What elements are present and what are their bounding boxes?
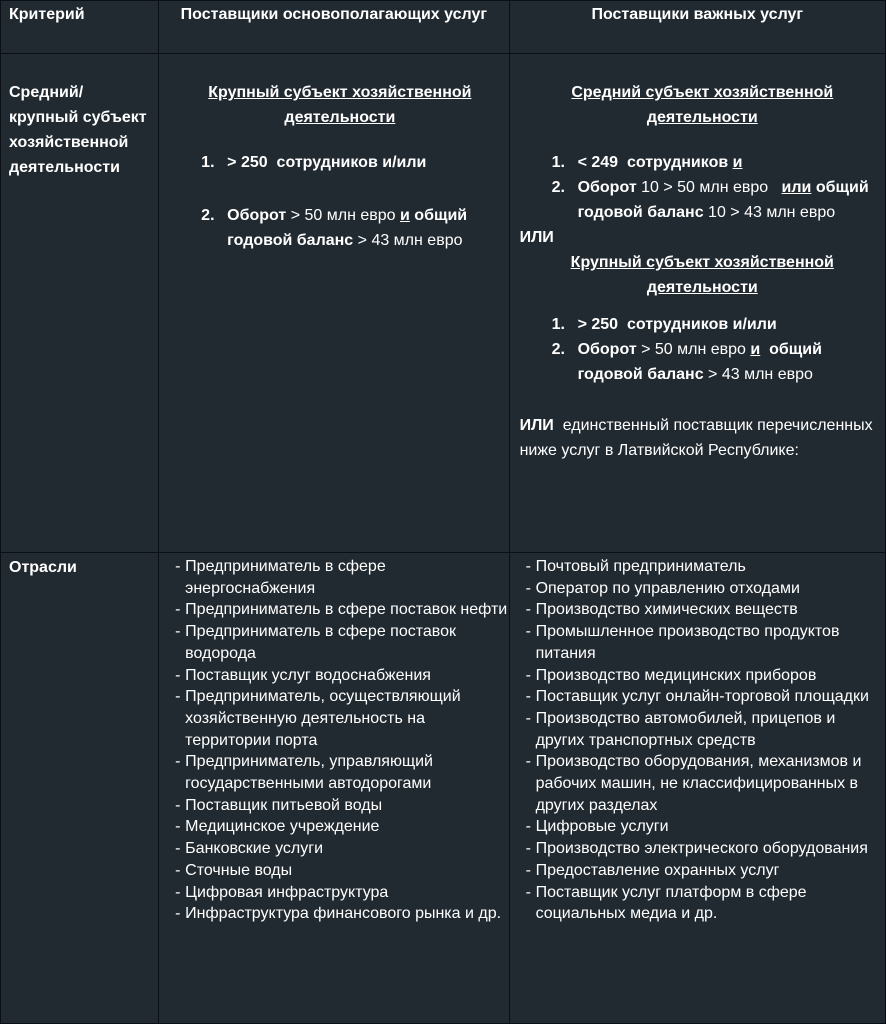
header-essential-services: Поставщики основополагающих услуг bbox=[159, 1, 509, 54]
sector-text: Поставщик услуг онлайн-торговой площадки bbox=[535, 688, 869, 706]
list-dash: - bbox=[175, 688, 181, 706]
sector-text: Предприниматель в сфере поставок нефти bbox=[185, 601, 508, 619]
important-sectors-cell bbox=[509, 553, 885, 1024]
essential-sector-item bbox=[159, 686, 508, 751]
essential-sector-item bbox=[159, 903, 508, 925]
requirement-text: > 250 сотрудников и/или bbox=[577, 316, 777, 333]
important-sector-item bbox=[510, 686, 885, 708]
requirement-number: 1. bbox=[551, 316, 565, 333]
essential-sector-item bbox=[159, 860, 508, 882]
requirement-text: или bbox=[781, 179, 812, 196]
requirement-item bbox=[510, 150, 885, 175]
requirement-number: 1. bbox=[201, 154, 215, 171]
important-sector-item bbox=[510, 838, 885, 860]
list-dash: - bbox=[525, 840, 531, 858]
sector-text: Предприниматель, управляющий государственными автодорогами bbox=[185, 753, 433, 793]
essential-sector-item bbox=[159, 665, 508, 687]
requirement-text: 10 > 50 млн евро bbox=[636, 179, 782, 196]
requirement-text: общий годовой баланс bbox=[577, 179, 874, 221]
list-dash: - bbox=[525, 623, 531, 641]
sector-text: Производство автомобилей, прицепов и других транспортных средств bbox=[535, 709, 836, 749]
important-sector-item bbox=[510, 578, 885, 600]
requirement-text: > 43 млн евро bbox=[703, 366, 813, 383]
requirement-text: Оборот bbox=[577, 179, 637, 196]
requirement-item bbox=[510, 175, 885, 225]
essential-size-block bbox=[159, 54, 508, 130]
sector-text: Поставщик услуг водоснабжения bbox=[185, 666, 431, 684]
list-dash: - bbox=[175, 840, 181, 858]
requirement-text: < 249 сотрудников bbox=[577, 154, 733, 171]
sole-supplier-note bbox=[510, 413, 885, 463]
sector-text: Производство медицинских приборов bbox=[535, 666, 817, 684]
list-dash: - bbox=[525, 666, 531, 684]
essential-sector-item bbox=[159, 599, 508, 621]
list-dash: - bbox=[175, 905, 181, 923]
sector-text: Цифровая инфраструктура bbox=[185, 883, 389, 901]
requirement-item bbox=[510, 337, 885, 387]
important-medium-requirements-list bbox=[510, 150, 885, 225]
sector-text: Поставщик услуг платформ в сфере социальных медиа и др. bbox=[535, 883, 807, 923]
size-row bbox=[1, 54, 886, 553]
requirement-text: и bbox=[750, 341, 761, 358]
essential-sectors-cell bbox=[159, 553, 509, 1024]
sector-text: Предприниматель в сфере поставок водорода bbox=[185, 623, 456, 662]
essential-size-cell bbox=[159, 54, 509, 553]
essential-sector-item bbox=[159, 882, 508, 904]
requirement-text: > 250 сотрудников и/или bbox=[227, 154, 427, 171]
requirement-text: и bbox=[732, 154, 743, 171]
sector-text: Медицинское учреждение bbox=[185, 818, 380, 836]
essential-sector-item bbox=[159, 751, 508, 794]
list-dash: - bbox=[175, 623, 181, 641]
requirement-item bbox=[159, 150, 508, 175]
requirement-item bbox=[159, 203, 508, 253]
requirement-text: 10 > 43 млн евро bbox=[703, 204, 836, 221]
important-sectors-list bbox=[510, 556, 885, 925]
essential-sector-item bbox=[159, 556, 508, 599]
sector-text: Предприниматель в сфере энергоснабжения bbox=[185, 558, 386, 597]
header-row bbox=[1, 1, 886, 54]
sector-text: Предприниматель, осуществляющий хозяйственную деятельность на территории порта bbox=[185, 688, 461, 749]
header-criterion: Критерий bbox=[1, 1, 159, 54]
sector-text: Цифровые услуги bbox=[535, 818, 669, 836]
important-sector-item bbox=[510, 816, 885, 838]
list-dash: - bbox=[525, 753, 531, 771]
or-label: ИЛИ bbox=[519, 229, 554, 246]
requirement-text: общий годовой баланс bbox=[577, 341, 827, 383]
sector-text: Сточные воды bbox=[185, 861, 293, 879]
requirement-text: общий годовой баланс bbox=[227, 207, 472, 249]
sector-text: Инфраструктура финансового рынка и др. bbox=[185, 905, 502, 923]
list-dash: - bbox=[525, 558, 531, 575]
sector-text: Поставщик питьевой воды bbox=[185, 796, 383, 814]
essential-requirements-list bbox=[159, 150, 508, 253]
requirement-number: 2. bbox=[551, 341, 565, 358]
requirement-number: 2. bbox=[551, 179, 565, 196]
sector-text: Производство химических веществ bbox=[535, 601, 798, 619]
essential-sectors-list bbox=[159, 556, 508, 925]
important-sector-item bbox=[510, 708, 885, 751]
list-dash: - bbox=[175, 861, 181, 879]
header-important-services: Поставщики важных услуг bbox=[509, 1, 885, 54]
list-dash: - bbox=[525, 861, 531, 879]
requirement-text bbox=[760, 341, 769, 358]
list-dash: - bbox=[175, 753, 181, 771]
sector-text: Производство электрического оборудования bbox=[535, 840, 868, 858]
important-subject-large-title: Крупный субъект хозяйственной деятельности bbox=[570, 254, 834, 296]
list-dash: - bbox=[175, 601, 181, 619]
requirement-item bbox=[510, 312, 885, 337]
list-dash: - bbox=[175, 558, 181, 575]
requirement-text: > 50 млн евро bbox=[636, 341, 751, 358]
list-dash: - bbox=[175, 796, 181, 814]
list-dash: - bbox=[175, 883, 181, 901]
important-sector-item bbox=[510, 599, 885, 621]
requirement-text: > 50 млн евро bbox=[286, 207, 400, 224]
criterion-size: Средний/ крупный субъект хозяйственной деятельности bbox=[9, 84, 147, 176]
list-dash: - bbox=[525, 709, 531, 727]
list-dash: - bbox=[525, 818, 531, 836]
important-sector-item bbox=[510, 665, 885, 687]
essential-sector-item bbox=[159, 795, 508, 817]
important-sector-item bbox=[510, 556, 885, 578]
requirement-text: Оборот bbox=[227, 207, 287, 224]
list-dash: - bbox=[525, 579, 531, 597]
important-size-cell bbox=[509, 54, 885, 553]
sector-text: Оператор по управлению отходами bbox=[535, 579, 800, 597]
essential-sector-item bbox=[159, 621, 508, 664]
sector-text: Предоставление охранных услуг bbox=[535, 861, 780, 879]
sector-text: Промышленное производство продуктов питания bbox=[535, 623, 840, 662]
list-dash: - bbox=[525, 883, 531, 901]
important-large-requirements-list bbox=[510, 312, 885, 387]
sole-supplier-text: единственный поставщик перечисленных ниже услуг в Латвийской Республике: bbox=[519, 417, 878, 459]
criterion-sectors-cell bbox=[1, 553, 159, 1024]
list-dash: - bbox=[175, 818, 181, 836]
essential-subject-title: Крупный субъект хозяйственной деятельности bbox=[208, 84, 472, 126]
important-sector-item bbox=[510, 751, 885, 816]
sector-text: Банковские услуги bbox=[185, 840, 324, 858]
sector-text: Производство оборудования, механизмов и рабочих машин, не классифицированных в других разделах bbox=[535, 753, 862, 814]
important-sector-item bbox=[510, 860, 885, 882]
criterion-size-cell bbox=[1, 54, 159, 553]
requirement-text: Оборот bbox=[577, 341, 637, 358]
requirement-number: 2. bbox=[201, 207, 215, 224]
or-label-2: ИЛИ bbox=[519, 417, 554, 434]
important-subject-medium-title: Средний субъект хозяйственной деятельности bbox=[571, 84, 834, 126]
essential-sector-item bbox=[159, 838, 508, 860]
list-dash: - bbox=[175, 666, 181, 684]
sector-text: Почтовый предприниматель bbox=[535, 558, 746, 575]
important-sector-item bbox=[510, 882, 885, 925]
requirement-text: и bbox=[400, 207, 410, 224]
sectors-row bbox=[1, 553, 886, 1024]
list-dash: - bbox=[525, 688, 531, 706]
criterion-sectors: Отрасли bbox=[9, 559, 77, 576]
requirement-number: 1. bbox=[551, 154, 565, 171]
requirement-text: > 43 млн евро bbox=[353, 232, 463, 249]
important-sector-item bbox=[510, 621, 885, 664]
list-dash: - bbox=[525, 601, 531, 619]
essential-sector-item bbox=[159, 816, 508, 838]
